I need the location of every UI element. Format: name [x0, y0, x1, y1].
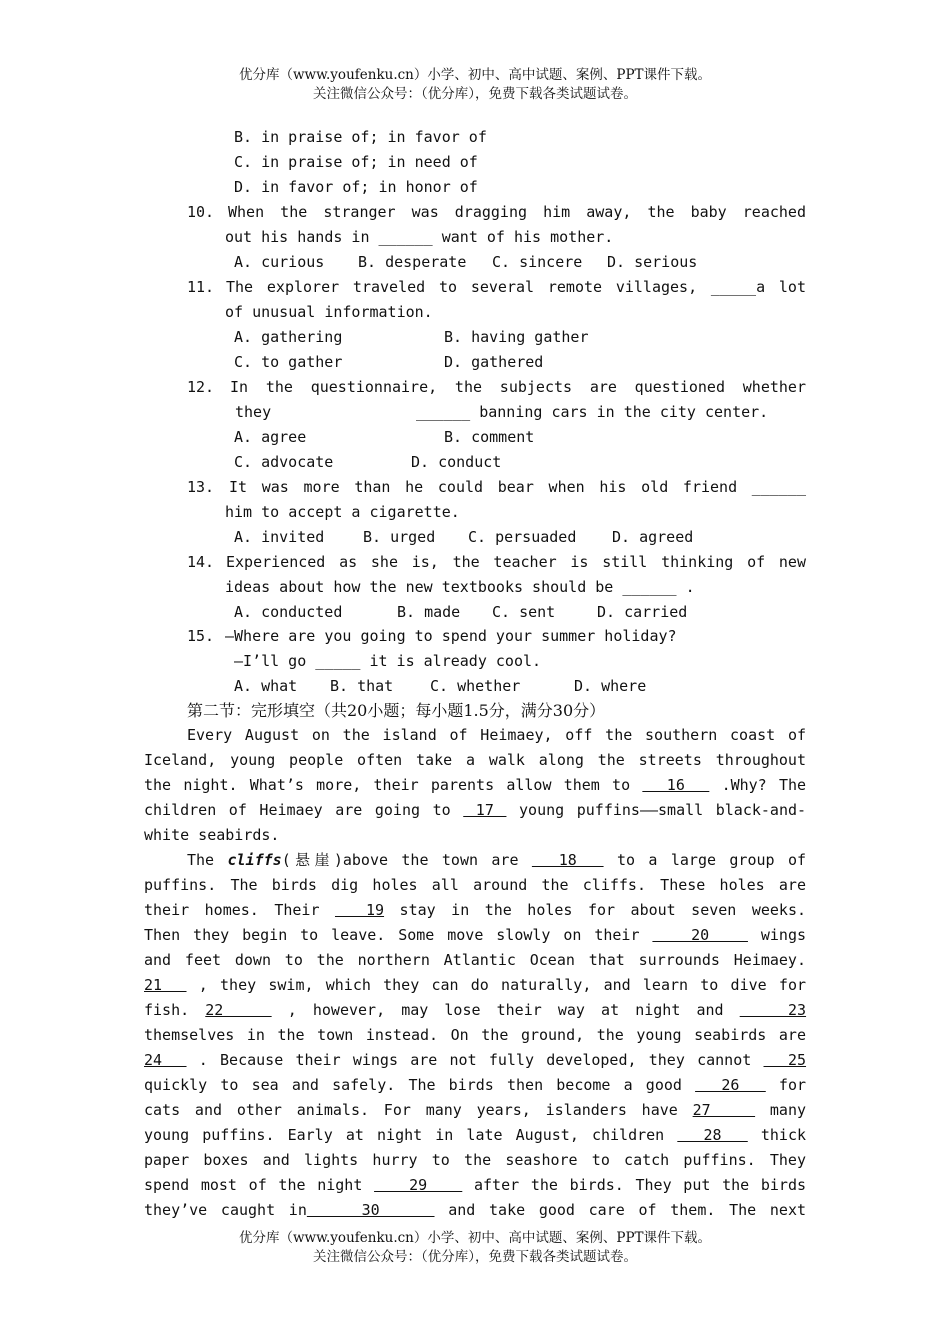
q13-option-b: B. urged — [363, 528, 436, 546]
q12-option-c: C. advocate — [234, 453, 334, 471]
blank-16: 16 — [642, 776, 710, 794]
passage-line: quickly to sea and safely. The birds then become a good 26 for — [144, 1076, 807, 1094]
q15-stem-line-2: —I’ll go _____ it is already cool. — [234, 652, 542, 670]
q11-option-c: C. to gather — [234, 353, 343, 371]
passage-line: themselves in the town instead. On the ground, the young seabirds are — [144, 1026, 806, 1044]
section-title: 第二节：完形填空（共20小题；每小题1.5分，满分30分） — [187, 701, 606, 720]
blank-20: 20 — [652, 926, 748, 944]
passage-line: 24 . Because their wings are not fully developed, they cannot 25 — [144, 1051, 807, 1069]
q15-number: 15. — [187, 627, 215, 645]
blank-24: 24 — [144, 1051, 187, 1069]
passage-line: children of Heimaey are going to 17 young puffins——small black-and- — [144, 801, 807, 819]
q10-option-c: C. sincere — [492, 253, 583, 271]
q15-option-a: A. what — [234, 677, 298, 695]
cliffs-word: cliffs — [227, 851, 282, 869]
q10-option-a: A. curious — [234, 253, 325, 271]
blank-18: 18 — [531, 851, 604, 869]
q13-option-a: A. invited — [234, 528, 325, 546]
page-header-line-2: 关注微信公众号：（优分库），免费下载各类试题试卷。 — [313, 86, 637, 102]
q12-stem-line-2a: they — [235, 403, 272, 421]
q10-option-d: D. serious — [607, 253, 698, 271]
blank-21: 21 — [144, 976, 187, 994]
q12-number: 12. — [187, 378, 215, 396]
blank-29: 29 — [374, 1176, 463, 1194]
q13-number: 13. — [187, 478, 215, 496]
blank-19: 19 — [334, 901, 385, 919]
passage-line: paper boxes and lights hurry to the seashore to catch puffins. They — [144, 1151, 806, 1169]
q11-option-a: A. gathering — [234, 328, 343, 346]
q10-number: 10. — [187, 203, 215, 221]
passage-line: puffins. The birds dig holes all around the cliffs. These holes are — [144, 876, 806, 894]
q11-stem-line-1: The explorer traveled to several remote villages, _____a lot — [226, 278, 806, 296]
blank-27: 27 — [692, 1101, 756, 1119]
q14-option-a: A. conducted — [234, 603, 343, 621]
q13-stem-line-1: It was more than he could bear when his old friend ______ — [229, 478, 806, 496]
q14-option-c: C. sent — [492, 603, 556, 621]
q10-option-b: B. desperate — [358, 253, 467, 271]
page-footer-line-1: 优分库（www.youfenku.cn）小学、初中、高中试题、案例、PPT课件下载。 — [238, 1230, 712, 1246]
q12-option-b: B. comment — [444, 428, 535, 446]
passage-line: young puffins. Early at night in late August, children 28 thick — [144, 1126, 807, 1144]
passage-line: white seabirds. — [144, 826, 280, 844]
passage-line: Every August on the island of Heimaey, off the southern coast of — [187, 726, 806, 744]
q13-option-c: C. persuaded — [468, 528, 577, 546]
passage-line: and feet down to the northern Atlantic Ocean that surrounds Heimaey. — [144, 951, 806, 969]
q9-option-d: D. in favor of; in honor of — [234, 178, 478, 196]
blank-17: 17 — [463, 801, 507, 819]
q11-option-b: B. having gather — [444, 328, 589, 346]
q11-number: 11. — [187, 278, 215, 296]
passage-line: Iceland, young people often take a walk along the streets throughout — [144, 751, 806, 769]
blank-22: 22 — [205, 1001, 272, 1019]
q12-option-d: D. conduct — [411, 453, 502, 471]
passage-line: Then they begin to leave. Some move slowly on their 20 wings — [144, 926, 807, 944]
q9-option-c: C. in praise of; in need of — [234, 153, 478, 171]
passage-line: they’ve caught in 30 and take good care of them. The next — [144, 1201, 806, 1219]
q10-stem-line-1: When the stranger was dragging him away, the baby reached — [228, 203, 806, 221]
passage-line: their homes. Their 19 stay in the holes for about seven weeks. — [144, 901, 807, 919]
q14-stem-line-1: Experienced as she is, the teacher is still thinking of new — [226, 553, 806, 571]
q15-option-b: B. that — [330, 677, 394, 695]
blank-28: 28 — [677, 1126, 748, 1144]
page-footer-line-2: 关注微信公众号：（优分库），免费下载各类试题试卷。 — [313, 1249, 637, 1265]
q13-stem-line-2: him to accept a cigarette. — [225, 503, 460, 521]
q12-stem-line-2b: ______ banning cars in the city center. — [416, 403, 769, 421]
q15-option-d: D. where — [574, 677, 647, 695]
q12-option-a: A. agree — [234, 428, 307, 446]
passage-line: the night. What’s more, their parents allow them to 16 .Why? The — [144, 776, 807, 794]
page-header-line-1: 优分库（www.youfenku.cn）小学、初中、高中试题、案例、PPT课件下载。 — [238, 67, 712, 83]
q12-stem-line-1: In the questionnaire, the subjects are questioned whether — [230, 378, 806, 396]
q14-stem-line-2: ideas about how the new textbooks should be ______ . — [225, 578, 695, 596]
q14-option-b: B. made — [397, 603, 461, 621]
q14-option-d: D. carried — [597, 603, 688, 621]
q9-option-b: B. in praise of; in favor of — [234, 128, 487, 146]
q13-option-d: D. agreed — [612, 528, 694, 546]
q14-number: 14. — [187, 553, 215, 571]
q15-stem-line-1: —Where are you going to spend your summer holiday? — [225, 627, 677, 645]
passage-line: 21 , they swim, which they can do naturally, and learn to dive for — [144, 976, 807, 994]
q15-option-c: C. whether — [430, 677, 521, 695]
passage-line: The cliffs(悬崖)above the town are 18 to a large group of — [187, 851, 807, 869]
blank-25: 25 — [763, 1051, 807, 1069]
passage-line: fish. 22 , however, may lose their way at night and 23 — [144, 1001, 807, 1019]
q10-stem-line-2: out his hands in ______ want of his mother. — [225, 228, 614, 246]
blank-26: 26 — [695, 1076, 766, 1094]
blank-23: 23 — [739, 1001, 807, 1019]
passage-line: spend most of the night 29 after the birds. They put the birds — [144, 1176, 807, 1194]
q11-option-d: D. gathered — [444, 353, 544, 371]
q11-stem-line-2: of unusual information. — [225, 303, 433, 321]
passage-line: cats and other animals. For many years, islanders have 27 many — [144, 1101, 807, 1119]
blank-30: 30 — [306, 1201, 435, 1219]
